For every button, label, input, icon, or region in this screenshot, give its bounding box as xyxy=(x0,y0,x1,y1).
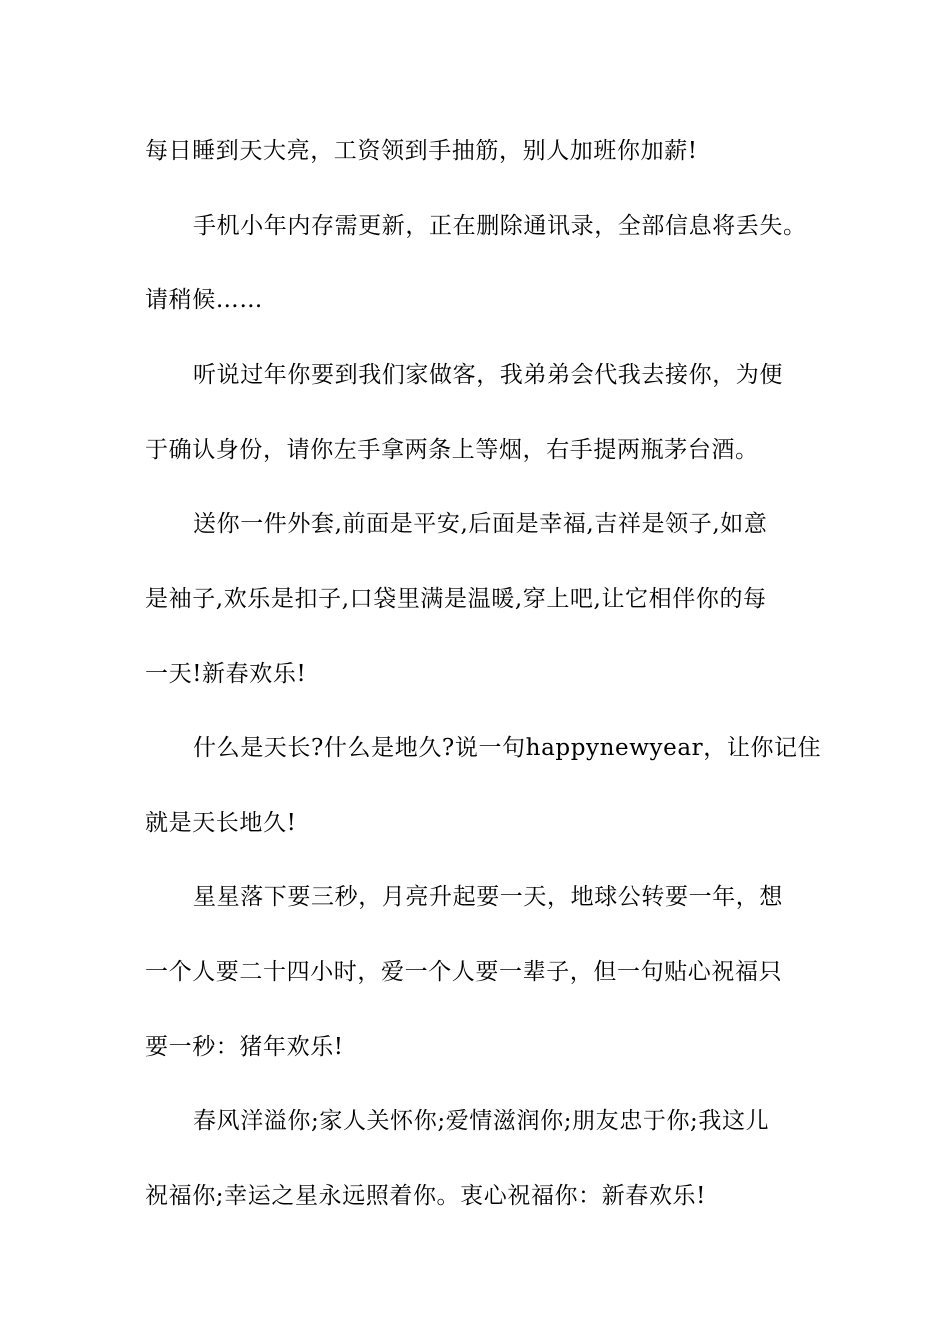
text-line: 星星落下要三秒，月亮升起要一天，地球公转要一年，想 xyxy=(193,884,783,910)
text-line: 听说过年你要到我们家做客，我弟弟会代我去接你，为便 xyxy=(193,362,783,388)
text-line: 一天!新春欢乐! xyxy=(145,661,307,687)
text-line: 手机小年内存需更新，正在删除通讯录，全部信息将丢失。 xyxy=(193,213,807,239)
text-line: 就是天长地久! xyxy=(145,810,297,836)
text-line: 请稍候…… xyxy=(145,287,263,313)
text-line: 春风洋溢你;家人关怀你;爱情滋润你;朋友忠于你;我这儿 xyxy=(193,1108,770,1134)
text-line: 什么是天长?什么是地久?说一句happynewyear，让你记住 xyxy=(193,735,822,761)
text-line: 要一秒：猪年欢乐! xyxy=(145,1034,344,1060)
text-line: 是袖子,欢乐是扣子,口袋里满是温暖,穿上吧,让它相伴你的每 xyxy=(145,586,767,612)
text-line: 于确认身份，请你左手拿两条上等烟，右手提两瓶茅台酒。 xyxy=(145,437,759,463)
text-line: 送你一件外套,前面是平安,后面是幸福,吉祥是领子,如意 xyxy=(193,511,768,537)
text-line: 祝福你;幸运之星永远照着你。衷心祝福你：新春欢乐! xyxy=(145,1183,706,1209)
text-line: 一个人要二十四小时，爱一个人要一辈子，但一句贴心祝福只 xyxy=(145,959,783,985)
text-line: 每日睡到天大亮，工资领到手抽筋，别人加班你加薪! xyxy=(145,138,698,164)
